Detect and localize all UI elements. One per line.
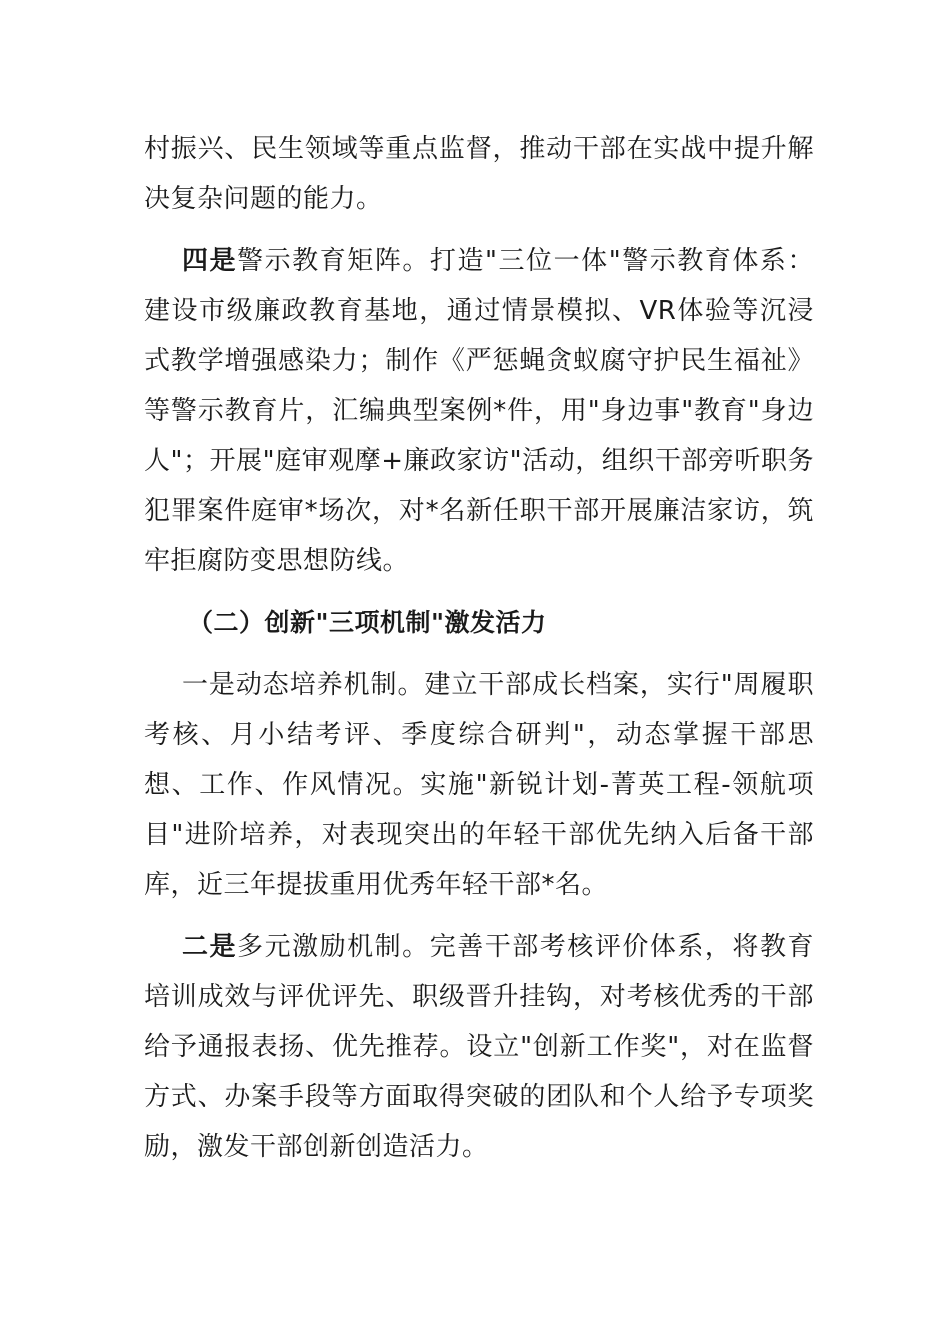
paragraph-warning-education <box>144 236 814 586</box>
section-heading: （二）创新"三项机制"激发活力 <box>188 608 547 637</box>
paragraph-continuation <box>144 124 814 224</box>
paragraph-text: 一是动态培养机制。建立干部成长档案，实行"周履职考核、月小结考评、季度综合研判"，动态掌握干部思想、工作、作风情况。实施"新锐计划-菁英工程-领航项目"进阶培养，对表现突出的年轻干部优先纳入后备干部库，近三年提拔重用优秀年轻干部*名。 <box>144 670 814 900</box>
paragraph-dynamic-training <box>144 660 814 910</box>
paragraph-lead: 二是 <box>182 932 238 962</box>
paragraph-lead: 四是 <box>182 246 238 276</box>
paragraph-incentive-mechanism <box>144 922 814 1172</box>
paragraph-text: 村振兴、民生领域等重点监督，推动干部在实战中提升解决复杂问题的能力。 <box>144 134 814 214</box>
paragraph-text: 多元激励机制。完善干部考核评价体系，将教育培训成效与评优评先、职级晋升挂钩，对考核优秀的干部给予通报表扬、优先推荐。设立"创新工作奖"，对在监督方式、办案手段等方面取得突破的团队和个人给予专项奖励，激发干部创新创造活力。 <box>144 932 814 1162</box>
paragraph-text: 警示教育矩阵。打造"三位一体"警示教育体系：建设市级廉政教育基地，通过情景模拟、VR体验等沉浸式教学增强感染力；制作《严惩蝇贪蚁腐守护民生福祉》等警示教育片，汇编典型案例*件，用"身边事"教育"身边人"；开展"庭审观摩+廉政家访"活动，组织干部旁听职务犯罪案件庭审*场次，对*名新任职干部开展廉洁家访，筑牢拒腐防变思想防线。 <box>144 246 814 576</box>
document-page <box>144 124 814 1184</box>
